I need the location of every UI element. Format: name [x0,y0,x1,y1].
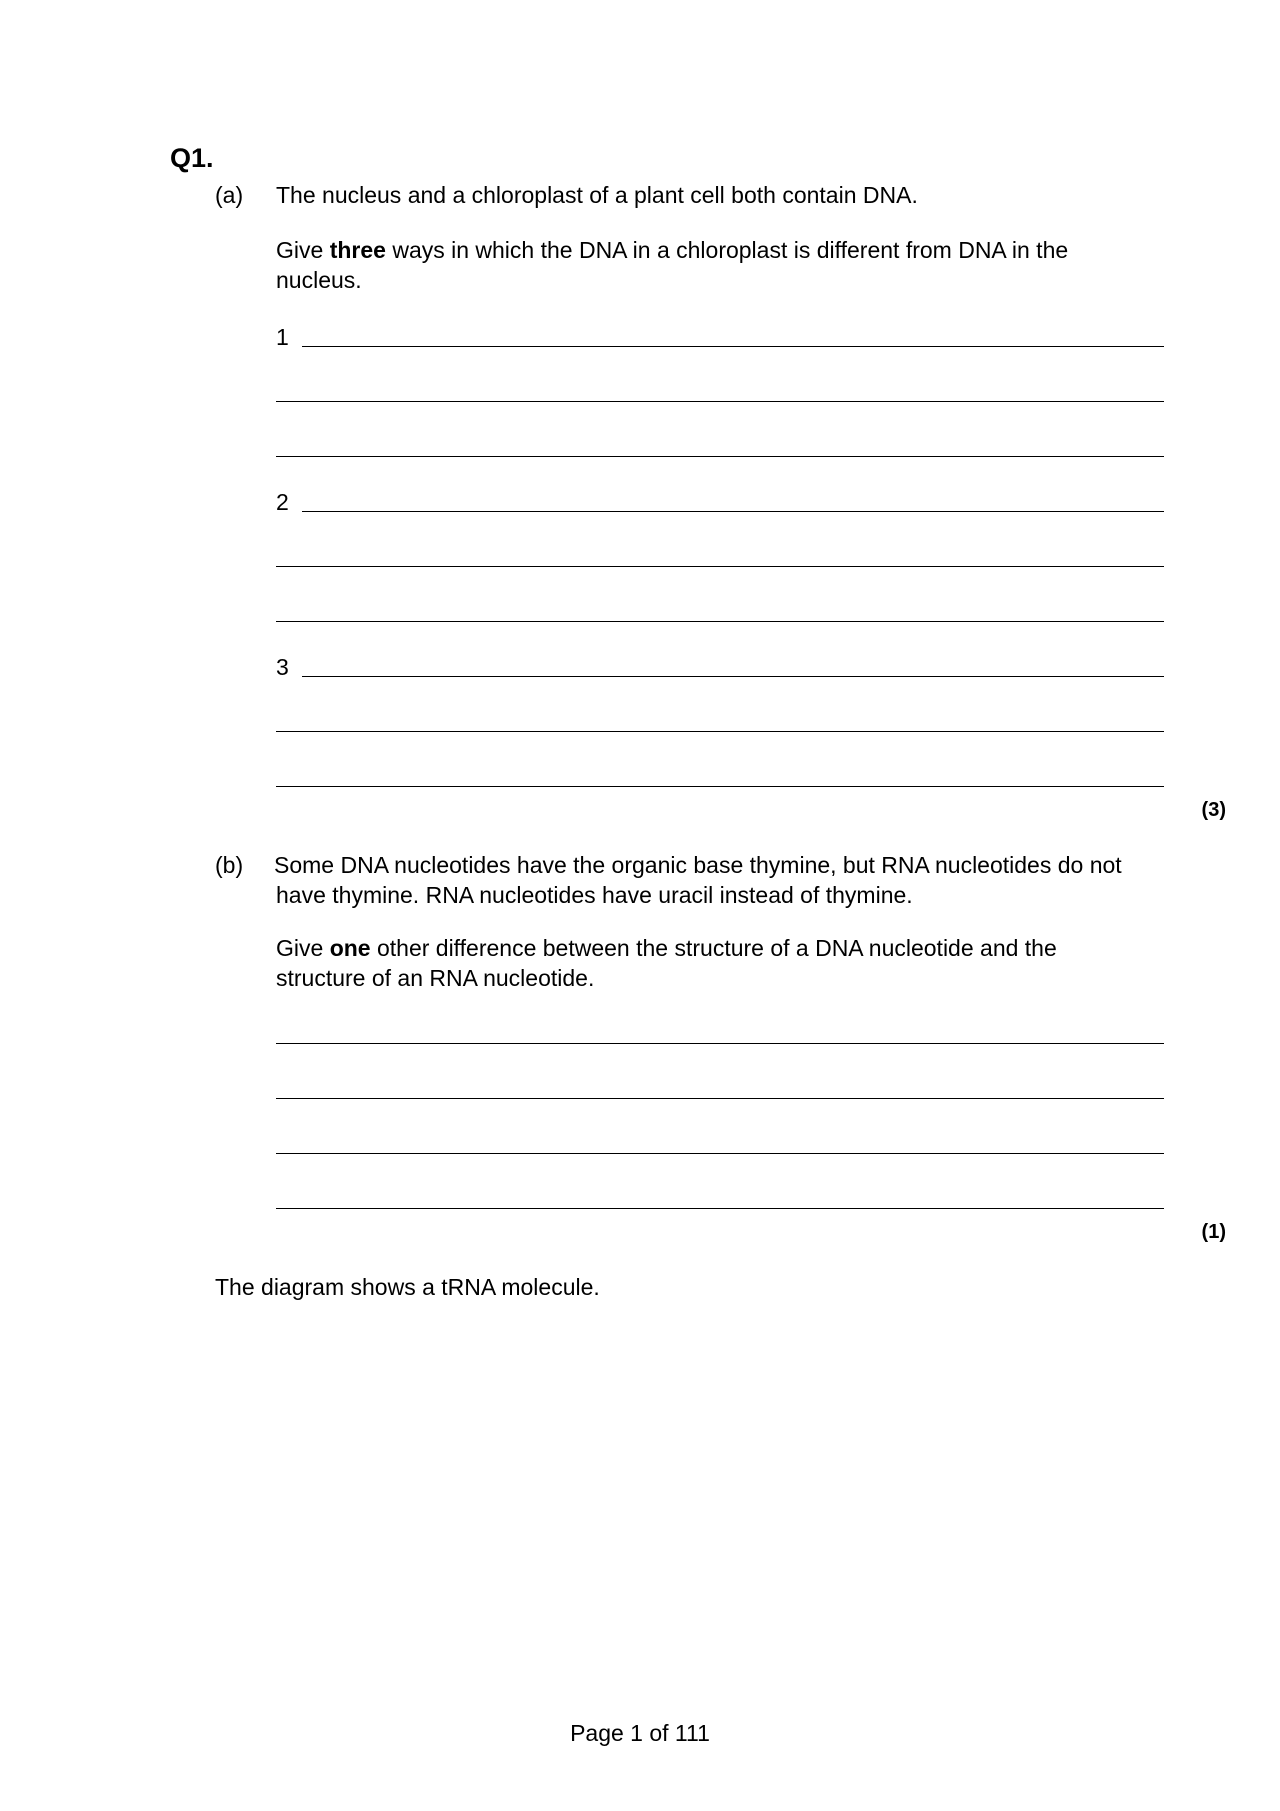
answer-line[interactable] [276,1043,1164,1044]
instruction-emphasis: three [329,237,386,263]
statement-text: have thymine. RNA nucleotides have uracil instead of thymine. [276,882,913,908]
answer-line[interactable] [276,1153,1164,1154]
answer-line[interactable] [302,676,1164,677]
answer-line[interactable] [302,511,1164,512]
part-a-statement: The nucleus and a chloroplast of a plant cell both contain DNA. [276,182,918,208]
answer-line[interactable] [276,786,1164,787]
part-b-instruction [276,933,1057,993]
instruction-emphasis: one [329,935,371,961]
answer-line[interactable] [302,346,1164,347]
part-a-label: (a) [215,182,244,208]
instruction-text: nucleus. [276,267,362,293]
instruction-text: ways in which the DNA in a chloroplast is different from DNA in the [385,237,1069,263]
answer-line[interactable] [276,1098,1164,1099]
answer-line[interactable] [276,731,1164,732]
instruction-text: other difference between the structure of a DNA nucleotide and the [370,935,1057,961]
answer-line[interactable] [276,401,1164,402]
answer-line[interactable] [276,1208,1164,1209]
diagram-intro: The diagram shows a tRNA molecule. [215,1274,600,1300]
part-b-label: (b) [215,852,244,878]
statement-text: Some DNA nucleotides have the organic base thymine, but RNA nucleotides do not [274,852,1122,878]
question-number: Q1. [170,143,214,173]
part-b-statement [274,850,1122,910]
instruction-text: Give [276,237,330,263]
instruction-text: structure of an RNA nucleotide. [276,965,595,991]
part-a-marks: (3) [1201,799,1226,821]
page-number: Page 1 of 111 [570,1720,710,1746]
answer-line[interactable] [276,566,1164,567]
instruction-text: Give [276,935,330,961]
answer-number-2: 2 [276,489,289,515]
answer-number-1: 1 [276,324,289,350]
part-a-instruction [276,235,1068,295]
part-b-marks: (1) [1201,1221,1226,1243]
answer-number-3: 3 [276,654,289,680]
answer-line[interactable] [276,456,1164,457]
answer-line[interactable] [276,621,1164,622]
